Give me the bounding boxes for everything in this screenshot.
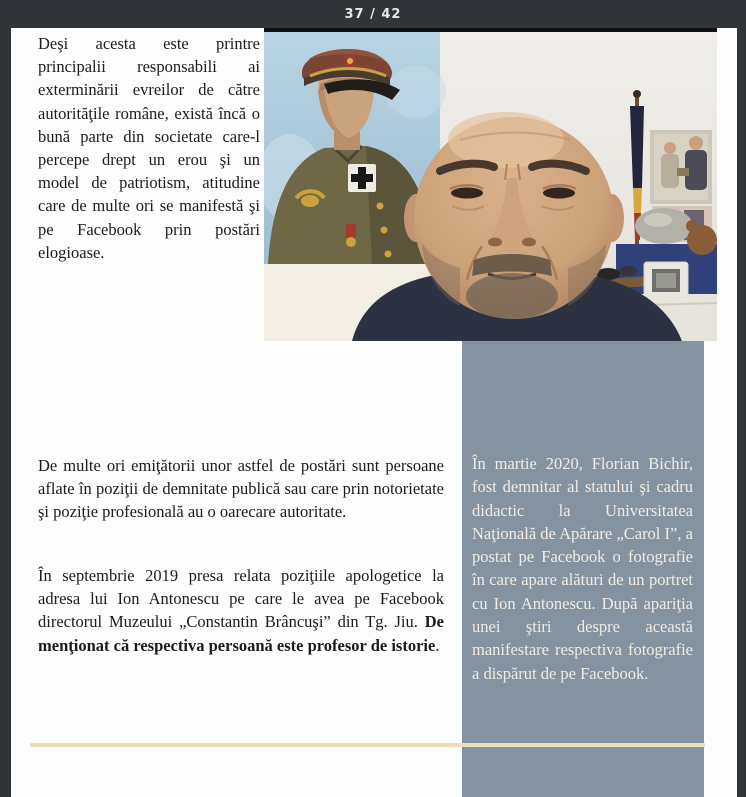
paragraph-period: . bbox=[435, 635, 440, 655]
sidebar-panel-text: În martie 2020, Florian Bichir, fost demnitar al statului şi cadru didactic la Universitatea Naţională de Apărare „Carol I”, a postat pe Facebook o fotografie în care apare alături de un portret cu Ion Antonescu. După apariţia unei ştiri despre această manifestare respectiva fotografie a dispărut de pe Facebook. bbox=[472, 454, 693, 683]
framed-photo bbox=[650, 130, 712, 204]
photo-top-edge bbox=[264, 28, 717, 32]
sidebar-panel bbox=[462, 341, 704, 797]
page-indicator: 37 / 42 bbox=[344, 6, 402, 22]
paragraph-emitters: De multe ori emiţătorii unor astfel de postări sunt persoane aflate în poziţii de demnitate publică sau care prin notorietate şi poziţie profesională au o oarecare autoritate. bbox=[38, 456, 444, 522]
paragraph-text: În septembrie 2019 presa relata poziţiile apologetice la adresa lui Ion Antonescu pe care le avea pe Facebook directorul Muzeului „Constantin Brâncuşi” din Tg. Jiu. bbox=[38, 566, 444, 632]
paragraph-intro: Deşi acesta este printre principalii responsabili ai exterminării evreilor de către autorităţile române, există încă o bună parte din societate care-l percepe drept un erou şi un model de patriotism, atitudine care de multe ori se manifestă şi pe Facebook prin postări elogioase. bbox=[38, 34, 260, 262]
selfie-photo-illustration bbox=[264, 28, 717, 341]
paragraph-bold-text: De menţionat că respectiva persoană este profesor de istorie bbox=[38, 612, 444, 655]
document-page[interactable] bbox=[11, 28, 737, 797]
selfie-photo bbox=[264, 28, 717, 341]
iron-cross-medal bbox=[348, 164, 376, 192]
divider-line bbox=[30, 743, 705, 747]
viewer-top-bar bbox=[0, 0, 746, 28]
paragraph-september-2019 bbox=[38, 564, 444, 657]
